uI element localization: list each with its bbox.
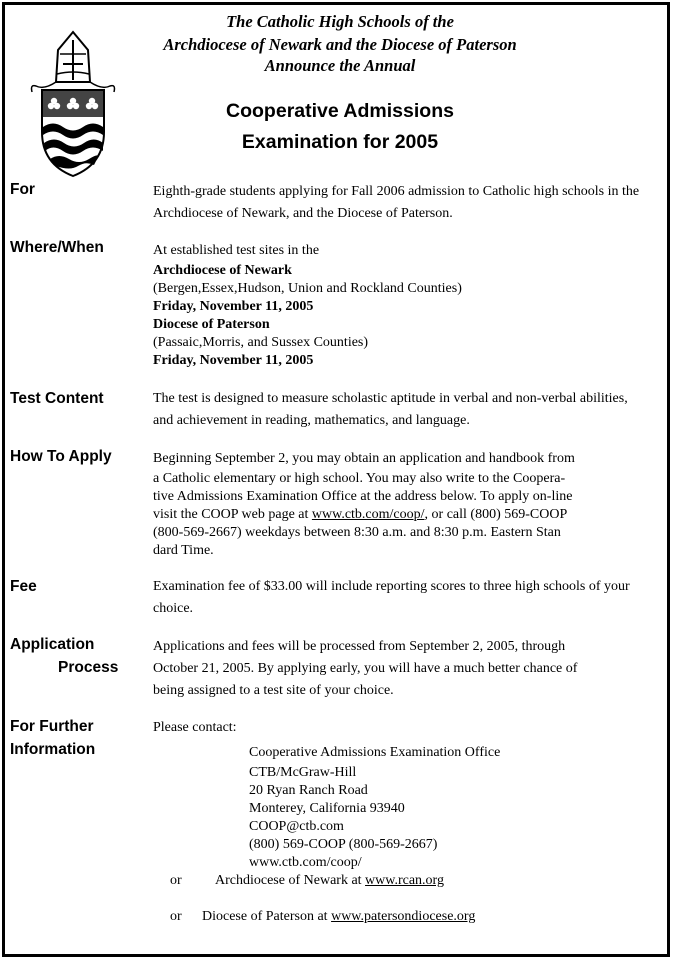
apply-line-4b: , or call (800) 569-COOP [424, 507, 568, 522]
process-label: Process [58, 659, 119, 676]
for-text: Eighth-grade students applying for Fall 2006 admission to Catholic high schools in the Archdiocese of Newark, and the Diocese of Paterson. [153, 184, 640, 221]
process-line-2: October 21, 2005. By applying early, you will have a much better chance of [153, 661, 578, 676]
where-intro: At established test sites in the [153, 243, 320, 258]
information-label: Information [10, 741, 96, 758]
apply-line-4a: visit the COOP web page at [153, 507, 312, 522]
please-contact: Please contact: [153, 720, 237, 735]
apply-line-1: Beginning September 2, you may obtain an application and handbook from [153, 451, 575, 466]
address-block [249, 764, 437, 872]
fee-label: Fee [10, 578, 37, 595]
process-line-3: being assigned to a test site of your choice. [153, 683, 394, 698]
coop-email: COOP@ctb.com [249, 819, 344, 834]
diocese-crest-icon [26, 30, 120, 178]
process-block [153, 636, 648, 702]
apply-line-5: (800-569-2667) weekdays between 8:30 a.m. and 8:30 p.m. Eastern Stan [153, 525, 561, 540]
how-to-apply-label: How To Apply [10, 448, 112, 465]
apply-line-4 [153, 506, 648, 524]
apply-line-6: dard Time. [153, 543, 214, 558]
paterson-date: Friday, November 11, 2005 [153, 353, 314, 368]
paterson-counties: (Passaic,Morris, and Sussex Counties) [153, 335, 369, 350]
newark-contact-text: Archdiocese of Newark at [215, 873, 366, 888]
apply-line-3: tive Admissions Examination Office at the address below. To apply on-line [153, 489, 573, 504]
header-line-1: The Catholic High Schools of the [226, 12, 454, 31]
for-further-label: For Further [10, 718, 94, 735]
or-1: or [170, 873, 182, 888]
title-line-2: Examination for 2005 [241, 131, 439, 153]
coop-web: www.ctb.com/coop/ [249, 855, 362, 870]
title-line-1: Cooperative Admissions [226, 100, 454, 122]
newark-contact [215, 872, 444, 890]
paterson-diocese-link[interactable]: www.patersondiocese.org [331, 909, 476, 924]
newark-counties: (Bergen,Essex,Hudson, Union and Rockland Counties) [153, 281, 462, 296]
for-label: For [10, 181, 35, 198]
fee-text: Examination fee of $33.00 will include reporting scores to three high schools of your choice. [153, 579, 630, 616]
or-2: or [170, 909, 182, 924]
header-line-2: Archdiocese of Newark and the Diocese of Paterson [163, 35, 517, 54]
process-line-1: Applications and fees will be processed from September 2, 2005, through [153, 639, 566, 654]
address-line-2: 20 Ryan Ranch Road [249, 783, 368, 798]
office-name: Cooperative Admissions Examination Office [249, 745, 501, 760]
how-to-apply-block [153, 448, 648, 560]
application-label: Application [10, 636, 95, 653]
newark-name: Archdiocese of Newark [153, 263, 292, 278]
coop-phone: (800) 569-COOP (800-569-2667) [249, 837, 438, 852]
coop-web-link[interactable]: www.ctb.com/coop/ [311, 507, 425, 522]
address-line-1: CTB/McGraw-Hill [249, 765, 357, 780]
rcan-link[interactable]: www.rcan.org [365, 873, 444, 888]
where-when-label: Where/When [10, 239, 104, 256]
paterson-name: Diocese of Paterson [153, 317, 270, 332]
test-content-text: The test is designed to measure scholastic aptitude in verbal and non-verbal abilities, and achievement in reading, mathematics, and language. [153, 391, 628, 428]
where-when-block [153, 240, 648, 370]
test-content-label: Test Content [10, 390, 104, 407]
header-line-3: Announce the Annual [264, 56, 416, 75]
apply-line-2: a Catholic elementary or high school. You may also write to the Coopera- [153, 471, 566, 486]
paterson-contact [202, 908, 475, 926]
address-line-3: Monterey, California 93940 [249, 801, 405, 816]
newark-date: Friday, November 11, 2005 [153, 299, 314, 314]
paterson-contact-text: Diocese of Paterson at [202, 909, 332, 924]
